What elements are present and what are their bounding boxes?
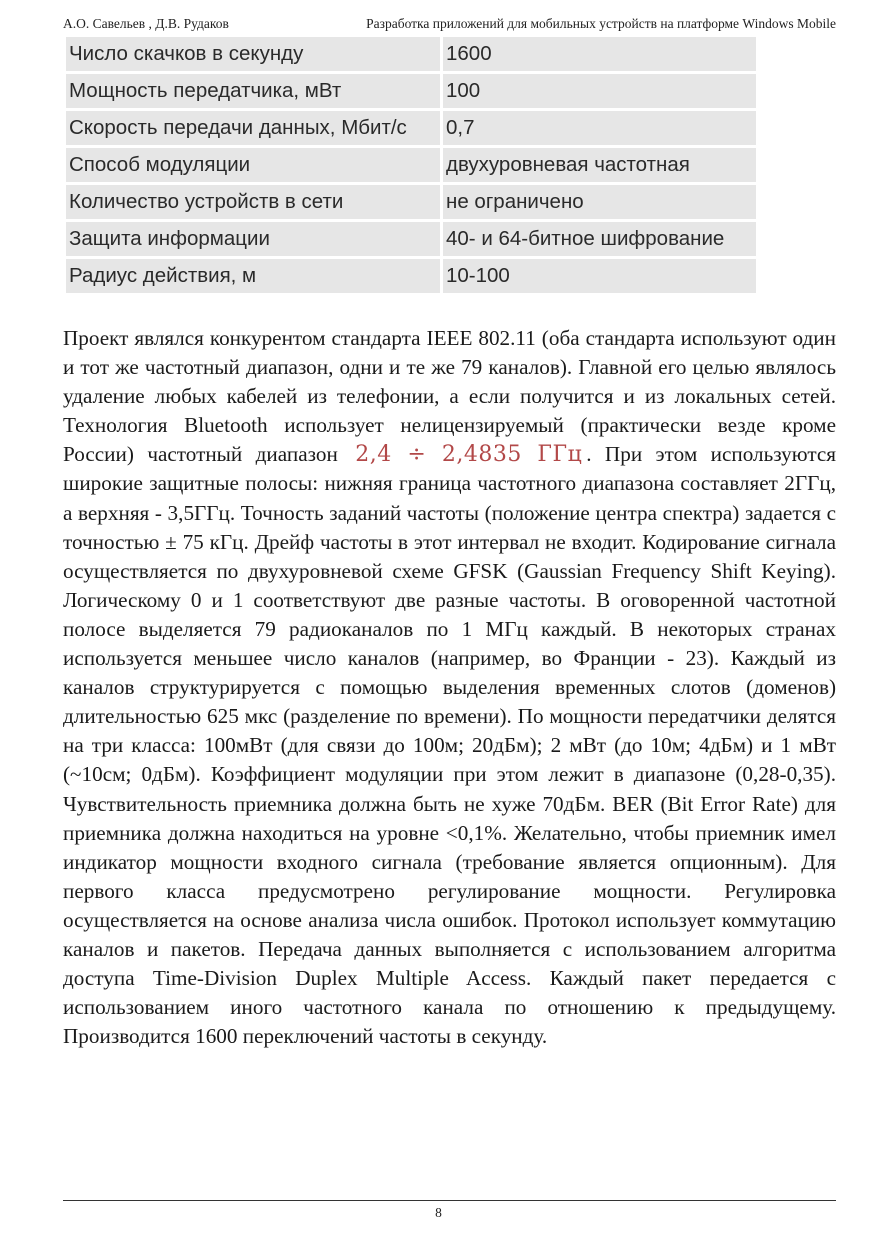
body-paragraph bbox=[63, 324, 836, 1051]
value-cell: двухуровневая частотная bbox=[443, 148, 756, 182]
value-cell: не ограничено bbox=[443, 185, 756, 219]
value-cell: 100 bbox=[443, 74, 756, 108]
param-cell: Мощность передатчика, мВт bbox=[66, 74, 440, 108]
value-cell: 1600 bbox=[443, 37, 756, 71]
param-cell: Защита информации bbox=[66, 222, 440, 256]
bluetooth-spec-table bbox=[63, 34, 759, 296]
param-cell: Способ модуляции bbox=[66, 148, 440, 182]
footer-divider bbox=[63, 1200, 836, 1201]
table-row bbox=[66, 222, 756, 256]
header-title: Разработка приложений для мобильных устройств на платформе Windows Mobile bbox=[366, 16, 836, 31]
table-row bbox=[66, 259, 756, 293]
page-number: 8 bbox=[435, 1205, 442, 1220]
table-row bbox=[66, 148, 756, 182]
paragraph-text-before: Проект являлся конкурентом стандарта IEEE 802.11 (оба стандарта используют один и тот же частотный диапазон, одни и те же 79 каналов). Главной его целью являлось удаление любых кабелей из телефонии, а если получится и из локальных сетей. Технология Bluetooth использует нелицензируемый (практически везде кроме России) частотный диапазон bbox=[63, 326, 836, 467]
frequency-range-formula: 2,4 ÷ 2,4835 ГГц bbox=[355, 442, 583, 468]
value-cell: 0,7 bbox=[443, 111, 756, 145]
table-row bbox=[66, 37, 756, 71]
param-cell: Радиус действия, м bbox=[66, 259, 440, 293]
param-cell: Количество устройств в сети bbox=[66, 185, 440, 219]
value-cell: 10-100 bbox=[443, 259, 756, 293]
table-row bbox=[66, 74, 756, 108]
param-cell: Число скачков в секунду bbox=[66, 37, 440, 71]
table-row bbox=[66, 111, 756, 145]
header-authors: А.О. Савельев , Д.В. Рудаков bbox=[63, 16, 229, 31]
table-row bbox=[66, 185, 756, 219]
value-cell: 40- и 64-битное шифрование bbox=[443, 222, 756, 256]
param-cell: Скорость передачи данных, Мбит/с bbox=[66, 111, 440, 145]
paragraph-text-after: . При этом используются широкие защитные полосы: нижняя граница частотного диапазона составляет 2ГГц, а верхняя - 3,5ГГц. Точность заданий частоты (положение центра спектра) задается с точностью ± 75 кГц. Дрейф частоты в этот интервал не входит. Кодирование сигнала осуществляется по двухуровневой схеме GFSK (Gaussian Frequency Shift Keying). Логическому 0 и 1 соответствуют две разные частоты. В оговоренной частотной полосе выделяется 79 радиоканалов по 1 МГц каждый. В некоторых странах используется меньшее число каналов (например, во Франции - 23). Каждый из каналов структурируется с помощью выделения временных слотов (доменов) длительностью 625 мкс (разделение по времени). По мощности передатчики делятся на три класса: 100мВт (для связи до 100м; 20дБм); 2 мВт (до 10м; 4дБм) и 1 мВт (~10см; 0дБм). Коэффициент модуляции при этом лежит в диапазоне (0,28-0,35). Чувствительность приемника должна быть не хуже 70дБм. BER (Bit Error Rate) для приемника должна находиться на уровне <0,1%. Желательно, чтобы приемник имел индикатор мощности входного сигнала (требование является опционным). Для первого класса предусмотрено регулирование мощности. Регулировка осуществляется на основе анализа числа ошибок. Протокол использует коммутацию каналов и пакетов. Передача данных выполняется с использованием алгоритма доступа Time-Division Duplex Multiple Access. Каждый пакет передается с использованием иного частотного канала по отношению к предыдущему. Производится 1600 переключений частоты в секунду. bbox=[63, 442, 836, 1049]
